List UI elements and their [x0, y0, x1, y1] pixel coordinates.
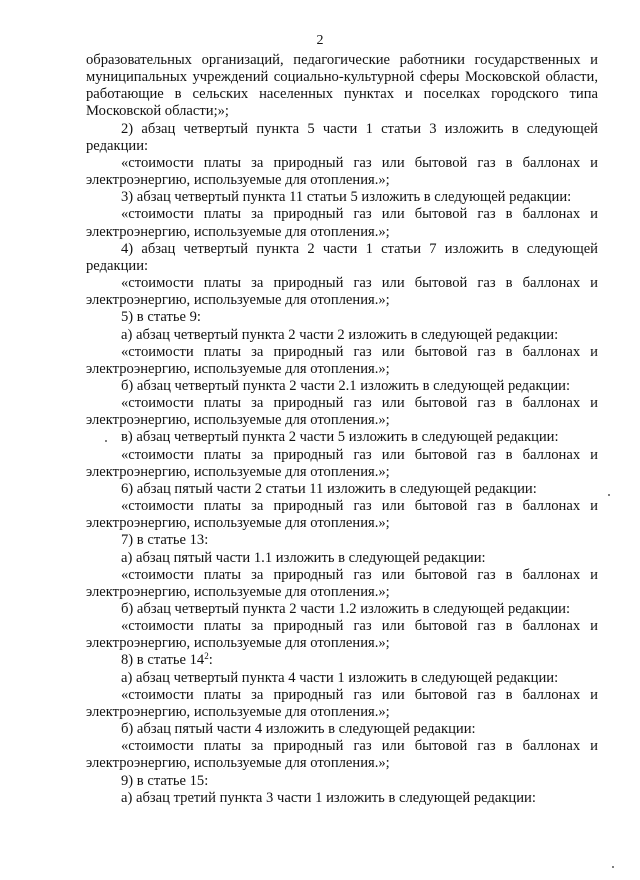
- article-14-label: 8) в статье 14: [121, 652, 205, 669]
- paragraph: 9) в статье 15:: [121, 772, 209, 789]
- paragraph: б) абзац пятый части 4 изложить в следующей редакции:: [121, 721, 476, 738]
- paragraph: б) абзац четвертый пункта 2 части 2.1 изложить в следующей редакции:: [121, 377, 571, 394]
- paragraph: 6) абзац пятый части 2 статьи 11 изложить в следующей редакции:: [121, 480, 537, 497]
- page-number: 2: [316, 33, 324, 48]
- article-14-colon: :: [208, 652, 213, 669]
- paragraph: «стоимости платы за природный газ или бытовой газ в баллонах и электроэнергию, используемые для отопления.»;: [86, 446, 598, 480]
- scan-speck: [612, 866, 614, 868]
- paragraph: образовательных организаций, педагогические работники государственных и муниципальных учреждений социально-культурной сферы Московской области, работающие в сельских населенных пунктах и поселках городского типа Московской области;»;: [86, 52, 598, 120]
- paragraph: 3) абзац четвертый пункта 11 статьи 5 изложить в следующей редакции:: [121, 189, 572, 206]
- paragraph: в) абзац четвертый пункта 2 части 5 изложить в следующей редакции:: [121, 429, 559, 446]
- paragraph: 2) абзац четвертый пункта 5 части 1 статьи 3 изложить в следующей редакции:: [86, 120, 598, 154]
- paragraph: а) абзац четвертый пункта 2 части 2 изложить в следующей редакции:: [121, 326, 559, 343]
- paragraph: «стоимости платы за природный газ или бытовой газ в баллонах и электроэнергию, используемые для отопления.»;: [86, 738, 598, 772]
- article-14-superscript: 2: [204, 651, 209, 662]
- scan-speck: [608, 494, 610, 496]
- paragraph: «стоимости платы за природный газ или бытовой газ в баллонах и электроэнергию, используемые для отопления.»;: [86, 343, 598, 377]
- paragraph: а) абзац четвертый пункта 4 части 1 изложить в следующей редакции:: [121, 669, 559, 686]
- paragraph: «стоимости платы за природный газ или бытовой газ в баллонах и электроэнергию, используемые для отопления.»;: [86, 206, 598, 240]
- paragraph: 7) в статье 13:: [121, 532, 209, 549]
- paragraph: «стоимости платы за природный газ или бытовой газ в баллонах и электроэнергию, используемые для отопления.»;: [86, 154, 598, 189]
- paragraph: «стоимости платы за природный газ или бытовой газ в баллонах и электроэнергию, используемые для отопления.»;: [86, 498, 598, 532]
- paragraph: а) абзац третий пункта 3 части 1 изложить в следующей редакции:: [121, 789, 536, 806]
- document-body: [86, 52, 598, 807]
- paragraph: а) абзац пятый части 1.1 изложить в следующей редакции:: [121, 549, 486, 566]
- paragraph: «стоимости платы за природный газ или бытовой газ в баллонах и электроэнергию, используемые для отопления.»;: [86, 395, 598, 429]
- paragraph: «стоимости платы за природный газ или бытовой газ в баллонах и электроэнергию, используемые для отопления.»;: [86, 686, 598, 720]
- paragraph: б) абзац четвертый пункта 2 части 1.2 изложить в следующей редакции:: [121, 601, 571, 617]
- paragraph: «стоимости платы за природный газ или бытовой газ в баллонах и электроэнергию, используемые для отопления.»;: [86, 618, 598, 652]
- paragraph-article-14: [86, 652, 598, 669]
- paragraph: «стоимости платы за природный газ или бытовой газ в баллонах и электроэнергию, используемые для отопления.»;: [86, 566, 598, 600]
- paragraph: «стоимости платы за природный газ или бытовой газ в баллонах и электроэнергию, используемые для отопления.»;: [86, 275, 598, 309]
- paragraph: 5) в статье 9:: [121, 309, 201, 326]
- paragraph: 4) абзац четвертый пункта 2 части 1 статьи 7 изложить в следующей редакции:: [86, 240, 598, 274]
- scan-speck: [105, 440, 107, 442]
